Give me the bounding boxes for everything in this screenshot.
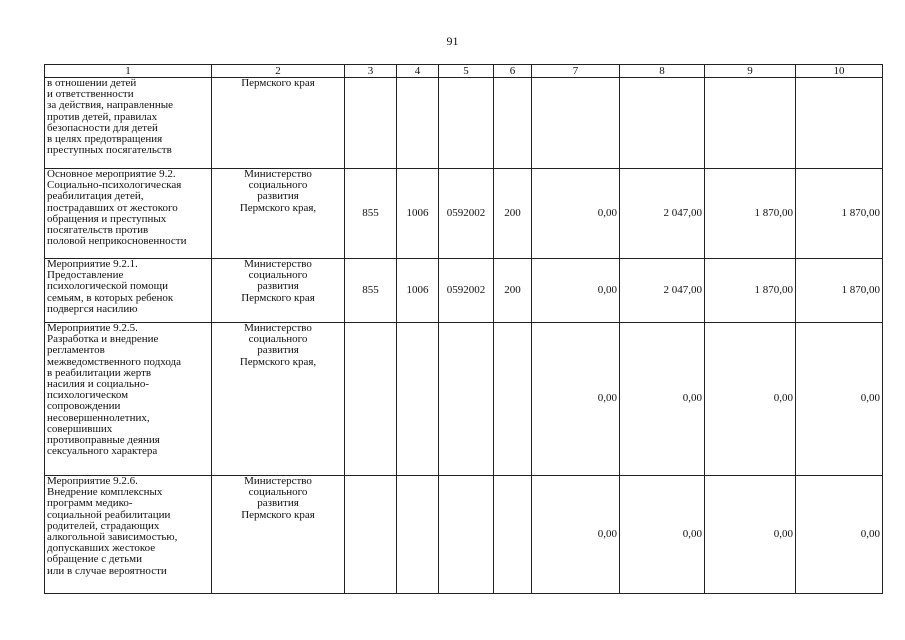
section-code-cell: 1006: [397, 259, 439, 323]
ministry-code-cell: [345, 78, 397, 169]
amount-cell: [620, 78, 705, 169]
amount-cell: 0,00: [796, 323, 883, 476]
amount-cell: 1 870,00: [796, 169, 883, 259]
amount-cell: 0,00: [532, 259, 620, 323]
target-article-cell: 0592002: [439, 259, 494, 323]
ministry-code-cell: 855: [345, 259, 397, 323]
activity-name-cell: Мероприятие 9.2.5. Разработка и внедрение регламентов межведомственного подхода в реабилитации жертв насилия и социально- психологическом сопровождении несовершеннолетних, совершивших противоправные деяния сексуального характера: [45, 323, 212, 476]
amount-cell: 1 870,00: [705, 259, 796, 323]
page-number: 91: [446, 34, 459, 48]
target-article-cell: [439, 78, 494, 169]
expense-type-cell: [494, 78, 532, 169]
column-header: 8: [620, 65, 705, 78]
section-code-cell: 1006: [397, 169, 439, 259]
table-row: [45, 169, 883, 259]
activity-name-cell: в отношении детей и ответственности за действия, направленные против детей, правилах безопасности для детей в целях предотвращения преступных посягательств: [45, 78, 212, 169]
column-header: 1: [45, 65, 212, 78]
executor-cell: Министерство социального развития Пермского края,: [212, 323, 345, 476]
activity-name-cell: Мероприятие 9.2.1. Предоставление психологической помощи семьям, в которых ребенок подвергся насилию: [45, 259, 212, 323]
amount-cell: 0,00: [705, 476, 796, 594]
executor-cell: Пермского края: [212, 78, 345, 169]
target-article-cell: [439, 476, 494, 594]
amount-cell: [705, 78, 796, 169]
amount-cell: 0,00: [796, 476, 883, 594]
activity-name-cell: Мероприятие 9.2.6. Внедрение комплексных программ медико- социальной реабилитации родителей, страдающих алкогольной зависимостью, допускавших жестокое обращение с детьми или в случае вероятности: [45, 476, 212, 594]
ministry-code-cell: 855: [345, 169, 397, 259]
ministry-code-cell: [345, 323, 397, 476]
budget-table: [44, 64, 883, 594]
target-article-cell: [439, 323, 494, 476]
section-code-cell: [397, 323, 439, 476]
table-row: [45, 259, 883, 323]
column-header: 2: [212, 65, 345, 78]
amount-cell: 0,00: [705, 323, 796, 476]
table-row: [45, 476, 883, 594]
target-article-cell: 0592002: [439, 169, 494, 259]
column-header: 10: [796, 65, 883, 78]
column-header: 4: [397, 65, 439, 78]
executor-cell: Министерство социального развития Пермского края: [212, 259, 345, 323]
column-header: 9: [705, 65, 796, 78]
expense-type-cell: 200: [494, 169, 532, 259]
amount-cell: 0,00: [532, 476, 620, 594]
expense-type-cell: [494, 476, 532, 594]
executor-cell: Министерство социального развития Пермского края: [212, 476, 345, 594]
amount-cell: 0,00: [532, 323, 620, 476]
amount-cell: [532, 78, 620, 169]
amount-cell: 1 870,00: [705, 169, 796, 259]
amount-cell: 0,00: [620, 323, 705, 476]
amount-cell: 1 870,00: [796, 259, 883, 323]
ministry-code-cell: [345, 476, 397, 594]
executor-cell: Министерство социального развития Пермского края,: [212, 169, 345, 259]
expense-type-cell: 200: [494, 259, 532, 323]
column-header: 7: [532, 65, 620, 78]
amount-cell: 2 047,00: [620, 169, 705, 259]
amount-cell: [796, 78, 883, 169]
column-header: 5: [439, 65, 494, 78]
expense-type-cell: [494, 323, 532, 476]
column-number-header-row: [45, 65, 883, 78]
amount-cell: 0,00: [532, 169, 620, 259]
column-header: 3: [345, 65, 397, 78]
amount-cell: 2 047,00: [620, 259, 705, 323]
section-code-cell: [397, 78, 439, 169]
table-row: [45, 323, 883, 476]
section-code-cell: [397, 476, 439, 594]
column-header: 6: [494, 65, 532, 78]
amount-cell: 0,00: [620, 476, 705, 594]
activity-name-cell: Основное мероприятие 9.2. Социально-психологическая реабилитация детей, пострадавших от жестокого обращения и преступных посягательств против половой неприкосновенности: [45, 169, 212, 259]
table-row: [45, 78, 883, 169]
